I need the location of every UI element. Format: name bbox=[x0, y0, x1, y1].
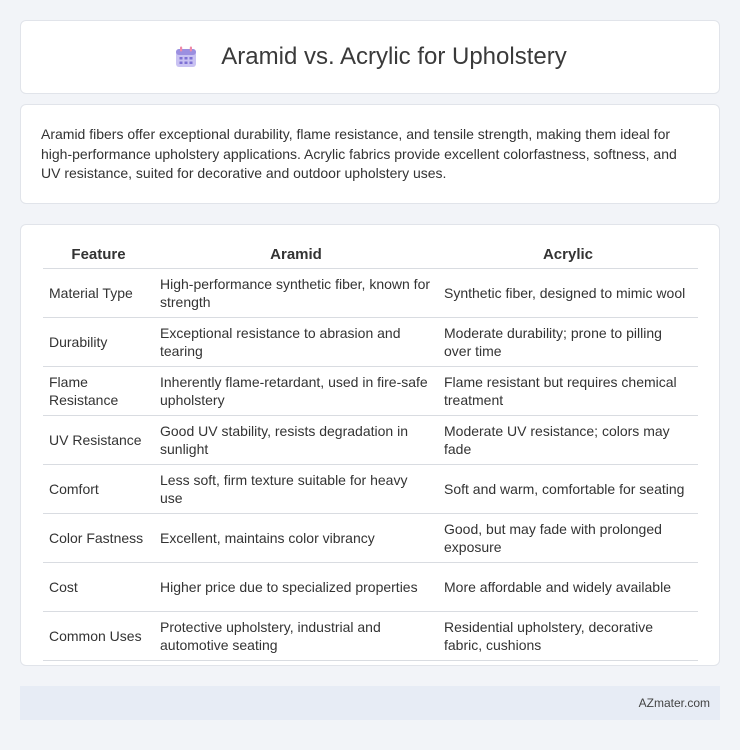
table-row bbox=[43, 269, 698, 318]
aramid-cell: Higher price due to specialized properties bbox=[154, 563, 438, 612]
intro-card bbox=[20, 104, 720, 204]
table-row bbox=[43, 612, 698, 661]
aramid-cell: Excellent, maintains color vibrancy bbox=[154, 514, 438, 563]
feature-cell: Cost bbox=[43, 563, 154, 612]
aramid-cell: Exceptional resistance to abrasion and tearing bbox=[154, 318, 438, 367]
acrylic-cell: Good, but may fade with prolonged exposure bbox=[438, 514, 698, 563]
aramid-cell: Good UV stability, resists degradation in sunlight bbox=[154, 416, 438, 465]
table-row bbox=[43, 416, 698, 465]
title-card bbox=[20, 20, 720, 94]
acrylic-cell: More affordable and widely available bbox=[438, 563, 698, 612]
feature-cell: Durability bbox=[43, 318, 154, 367]
feature-cell: Material Type bbox=[43, 269, 154, 318]
calendar-icon bbox=[173, 44, 199, 70]
intro-text: Aramid fibers offer exceptional durability, flame resistance, and tensile strength, making them ideal for high-performance upholstery applications. Acrylic fabrics provide excellent colorfastness, softness, and UV resistance, suited for decorative and outdoor upholstery uses. bbox=[41, 126, 677, 181]
acrylic-cell: Soft and warm, comfortable for seating bbox=[438, 465, 698, 514]
feature-cell: UV Resistance bbox=[43, 416, 154, 465]
acrylic-cell: Residential upholstery, decorative fabric, cushions bbox=[438, 612, 698, 661]
feature-cell: Comfort bbox=[43, 465, 154, 514]
feature-cell: Color Fastness bbox=[43, 514, 154, 563]
footer-brand: AZmater.com bbox=[638, 696, 710, 710]
acrylic-cell: Moderate durability; prone to pilling over time bbox=[438, 318, 698, 367]
acrylic-cell: Flame resistant but requires chemical treatment bbox=[438, 367, 698, 416]
comparison-table bbox=[43, 245, 698, 661]
aramid-cell: Less soft, firm texture suitable for heavy use bbox=[154, 465, 438, 514]
acrylic-cell: Synthetic fiber, designed to mimic wool bbox=[438, 269, 698, 318]
header-acrylic: Acrylic bbox=[438, 245, 698, 269]
table-row bbox=[43, 318, 698, 367]
table-header-row bbox=[43, 245, 698, 269]
header-feature: Feature bbox=[43, 245, 154, 269]
comparison-table-card bbox=[20, 224, 720, 666]
footer bbox=[20, 686, 720, 720]
feature-cell: Common Uses bbox=[43, 612, 154, 661]
feature-cell: Flame Resistance bbox=[43, 367, 154, 416]
table-row bbox=[43, 367, 698, 416]
table-row bbox=[43, 563, 698, 612]
page-title: Aramid vs. Acrylic for Upholstery bbox=[221, 43, 567, 70]
header-aramid: Aramid bbox=[154, 245, 438, 269]
table-row bbox=[43, 465, 698, 514]
acrylic-cell: Moderate UV resistance; colors may fade bbox=[438, 416, 698, 465]
table-row bbox=[43, 514, 698, 563]
aramid-cell: High-performance synthetic fiber, known for strength bbox=[154, 269, 438, 318]
aramid-cell: Protective upholstery, industrial and automotive seating bbox=[154, 612, 438, 661]
aramid-cell: Inherently flame-retardant, used in fire-safe upholstery bbox=[154, 367, 438, 416]
